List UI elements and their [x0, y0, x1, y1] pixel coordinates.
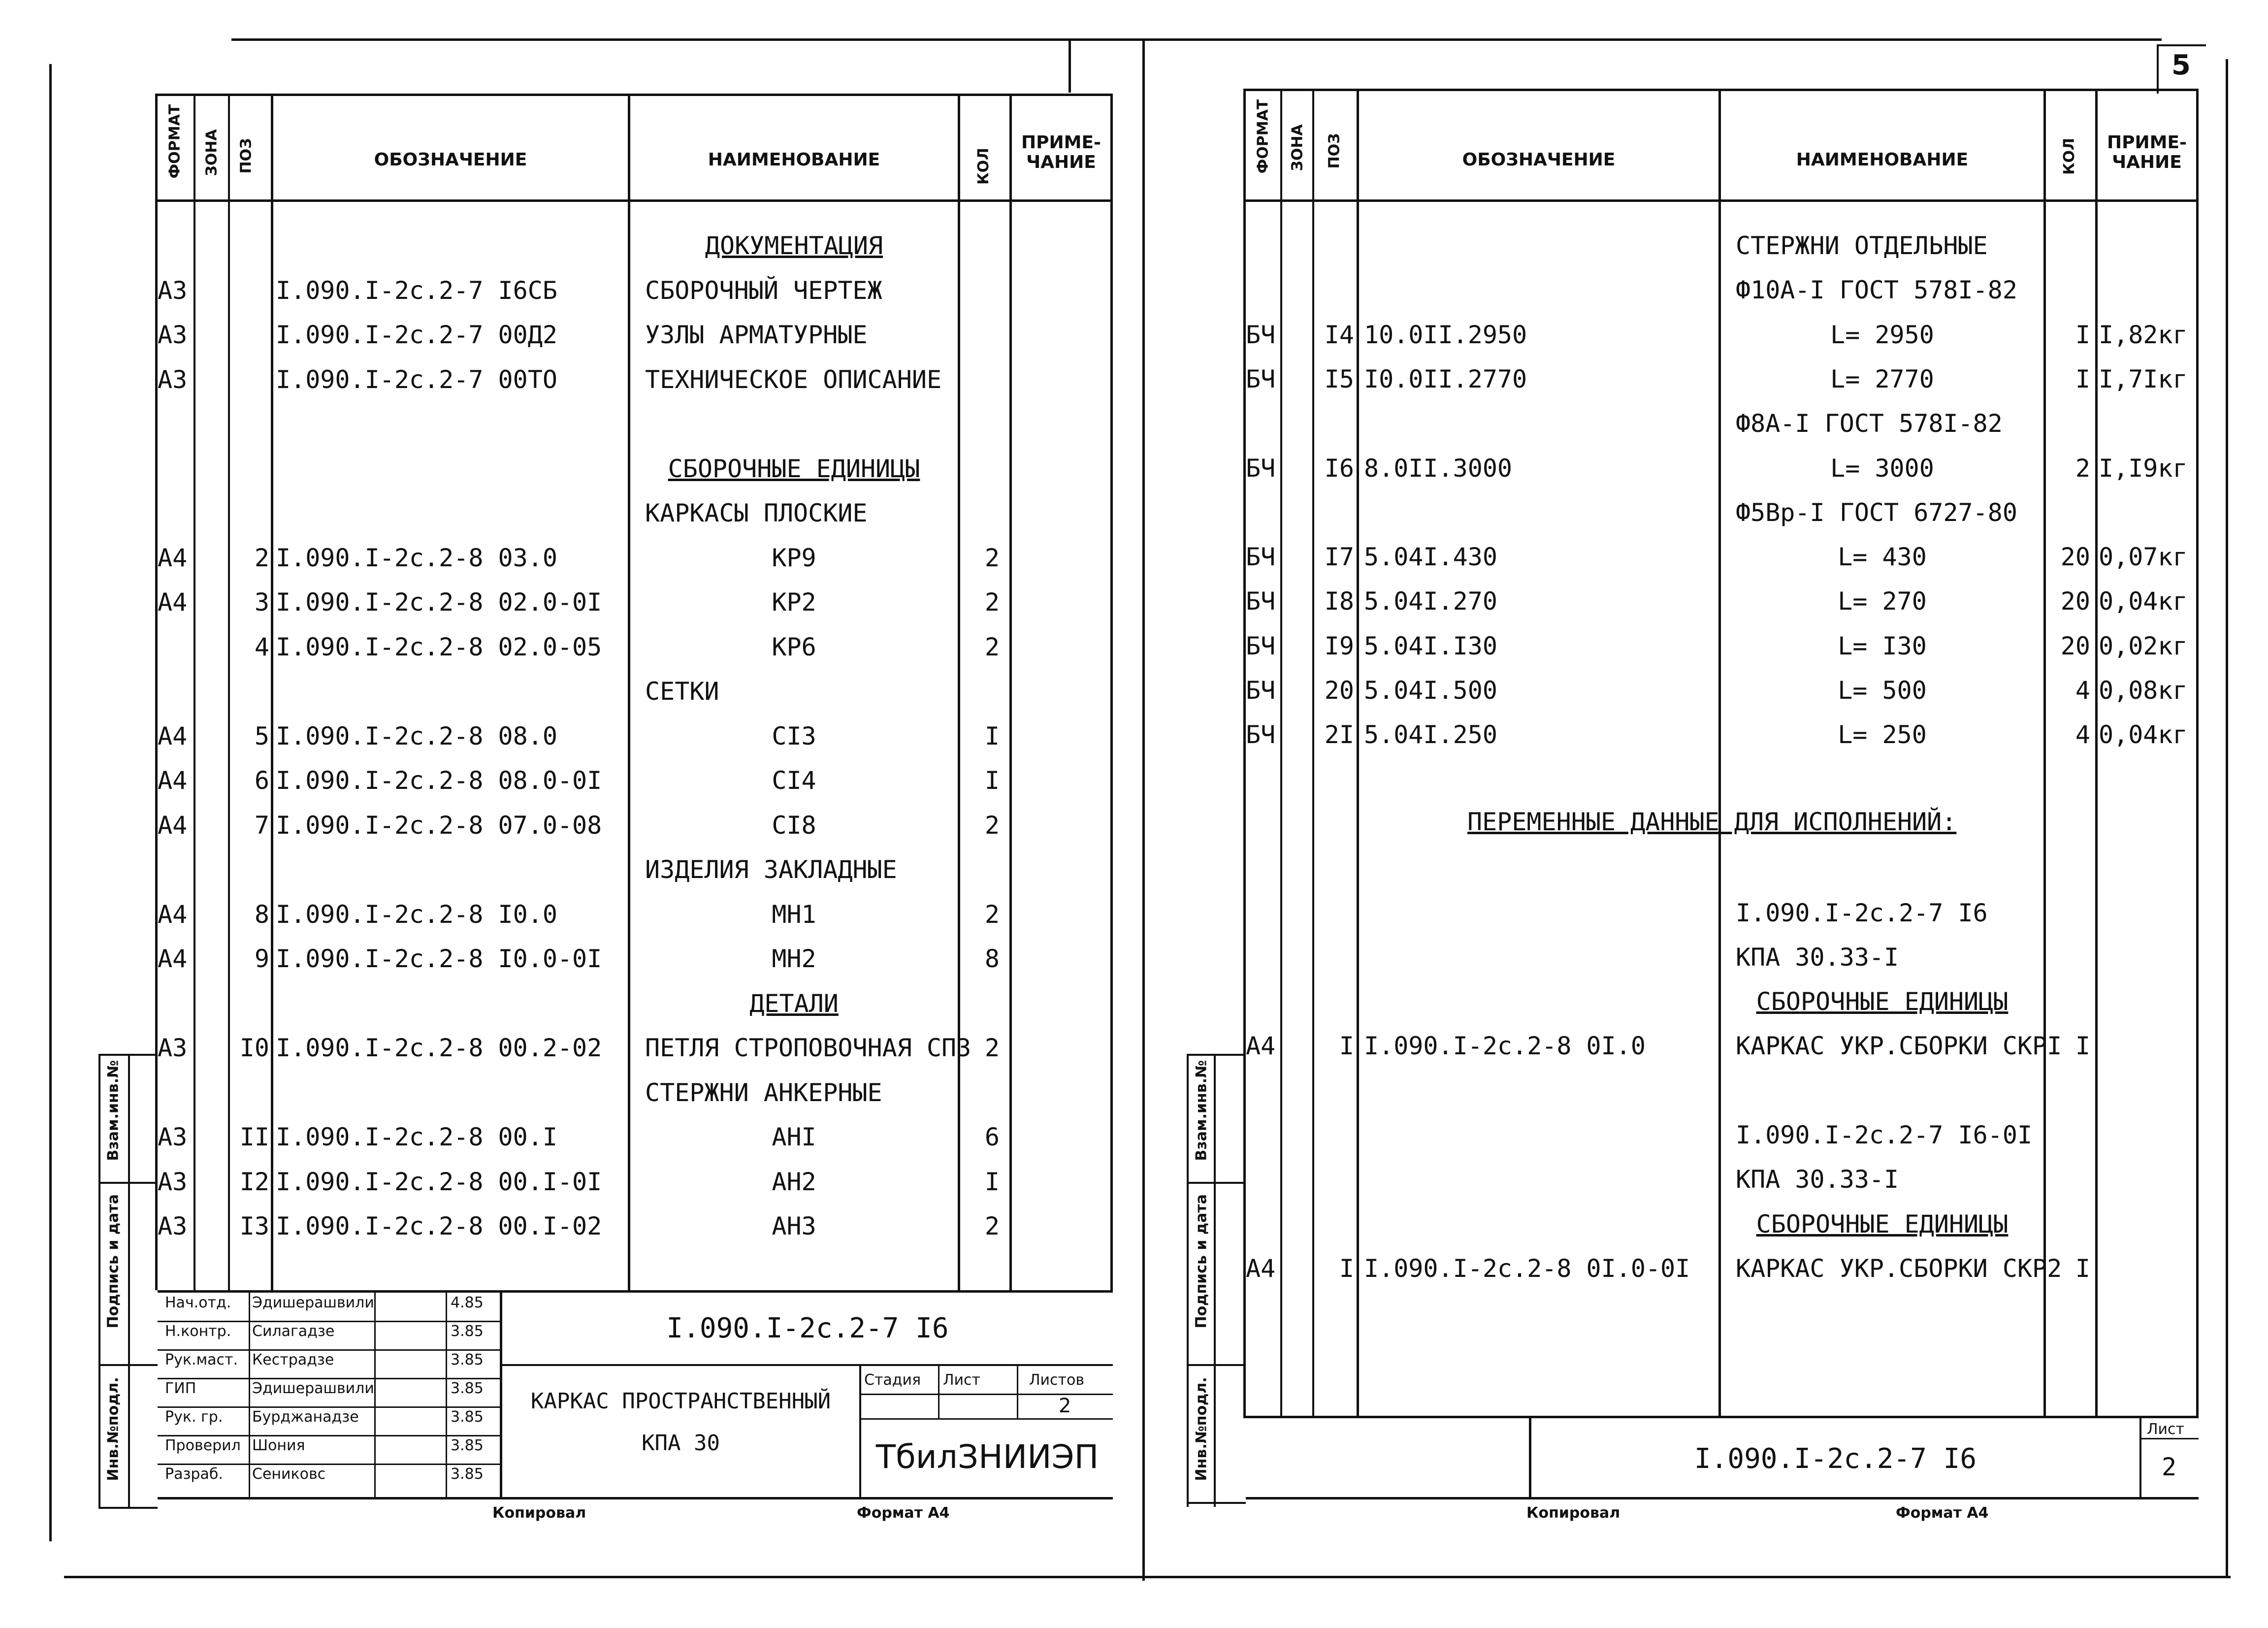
- row-designation: 10.0II.2950: [1364, 320, 1527, 349]
- row-qty: 2: [984, 900, 1000, 929]
- row-format: А4: [1246, 1254, 1276, 1283]
- row-pos: 7: [254, 811, 269, 840]
- row-qty: I: [2075, 320, 2090, 349]
- row-name: СI8: [772, 811, 816, 840]
- row-format: БЧ: [1246, 364, 1276, 393]
- header-format-r: ФОРМАТ: [1254, 99, 1272, 174]
- header-name-r: НАИМЕНОВАНИЕ: [1796, 150, 1969, 170]
- row-pos: 3: [254, 588, 269, 617]
- row-designation: I0.0II.2770: [1364, 364, 1527, 393]
- header-name: НАИМЕНОВАНИЕ: [708, 150, 880, 170]
- signatory-name: Сениковс: [252, 1465, 326, 1483]
- row-designation: I.090.I-2с.2-7 00ТО: [276, 365, 557, 394]
- row-note: 0,02кг: [2099, 631, 2188, 660]
- row-note: 0,07кг: [2099, 543, 2188, 572]
- signatory-name: Эдишерашвили: [252, 1294, 374, 1311]
- row-note: 0,04кг: [2099, 720, 2188, 749]
- row-qty: I: [984, 721, 1000, 750]
- row-qty: I: [2075, 1254, 2090, 1283]
- row-qty: 4: [2075, 720, 2090, 749]
- row-format: БЧ: [1246, 543, 1276, 572]
- row-pos: II: [239, 1123, 269, 1151]
- header-format: ФОРМАТ: [166, 104, 184, 179]
- row-pos: I: [1339, 1254, 1354, 1283]
- row-format: А4: [158, 900, 188, 929]
- row-note: 0,04кг: [2099, 587, 2188, 616]
- row-designation: I.090.I-2с.2-8 02.0-05: [276, 632, 602, 661]
- row-designation: I.090.I-2с.2-8 08.0: [276, 721, 557, 750]
- row-designation: I.090.I-2с.2-7 I6СБ: [276, 276, 557, 305]
- row-name: СТЕРЖНИ ОТДЕЛЬНЫЕ: [1736, 231, 1988, 260]
- stage-label: Стадия: [864, 1371, 921, 1389]
- row-designation: 8.0II.3000: [1364, 454, 1513, 483]
- footer-copied-right: Копировал: [1526, 1504, 1620, 1522]
- title-block-doc-code: I.090.I-2с.2-7 I6: [666, 1312, 949, 1344]
- row-pos: I6: [1324, 454, 1354, 483]
- row-name: АН2: [772, 1167, 816, 1196]
- row-format: А4: [158, 588, 188, 617]
- row-qty: 2: [984, 588, 1000, 617]
- footer-format-left: Формат А4: [857, 1504, 950, 1522]
- row-qty: I: [984, 1167, 1000, 1196]
- header-note-r: ПРИМЕ-ЧАНИЕ: [2107, 132, 2187, 172]
- side-inv: Инв.№подл.: [104, 1377, 122, 1481]
- row-name: СБОРОЧНЫЕ ЕДИНИЦЫ: [668, 454, 920, 483]
- signatory-role: Проверил: [165, 1437, 241, 1454]
- side-replace-inv-r: Взам.инв.№: [1193, 1060, 1210, 1161]
- signatory-role: Рук. гр.: [165, 1408, 223, 1426]
- row-name: I.090.I-2с.2-7 I6: [1736, 898, 1988, 927]
- row-format: А4: [158, 543, 188, 572]
- row-designation: I.090.I-2с.2-8 08.0-0I: [276, 766, 602, 795]
- signatory-name: Эдишерашвили: [252, 1380, 374, 1397]
- row-designation: I.090.I-2с.2-8 0I.0-0I: [1364, 1254, 1690, 1283]
- row-format: А3: [158, 276, 188, 305]
- row-pos: 9: [254, 944, 269, 973]
- row-name: СI4: [772, 766, 816, 795]
- right-sheet-label: Лист: [2147, 1421, 2185, 1438]
- row-name: ДЕТАЛИ: [749, 989, 839, 1018]
- row-pos: I5: [1324, 364, 1354, 393]
- row-pos: 20: [1324, 676, 1354, 705]
- row-format: А4: [1246, 1032, 1276, 1061]
- row-name: АНI: [772, 1123, 816, 1151]
- row-designation: 5.04I.500: [1364, 676, 1497, 705]
- row-note: I,7Iкг: [2099, 364, 2188, 393]
- signatory-date: 3.85: [451, 1323, 484, 1340]
- row-format: А3: [158, 321, 188, 349]
- row-name: КПА 30.33-I: [1736, 1165, 1899, 1194]
- row-designation: I.090.I-2с.2-8 00.I-02: [276, 1212, 602, 1240]
- row-format: А3: [158, 1212, 188, 1240]
- row-format: БЧ: [1246, 454, 1276, 483]
- row-name: Ф8А-I ГОСТ 578I-82: [1736, 409, 2003, 438]
- header-pos: ПОЗ: [237, 138, 255, 174]
- row-designation: 5.04I.I30: [1364, 631, 1497, 660]
- header-qty: КОЛ: [975, 148, 992, 185]
- row-pos: 6: [254, 766, 269, 795]
- row-name: МН1: [772, 900, 816, 929]
- row-pos: I: [1339, 1032, 1354, 1061]
- row-name: СI3: [772, 721, 816, 750]
- footer-format-right: Формат А4: [1896, 1504, 1989, 1522]
- row-note: 0,08кг: [2099, 676, 2188, 705]
- row-name: ИЗДЕЛИЯ ЗАКЛАДНЫЕ: [645, 855, 897, 884]
- row-pos: I9: [1324, 631, 1354, 660]
- row-name: L= 500: [1838, 676, 1927, 705]
- row-qty: I: [2075, 364, 2090, 393]
- row-format: А3: [158, 1123, 188, 1151]
- sheet-label: Лист: [943, 1371, 981, 1389]
- row-name: СБОРОЧНЫЕ ЕДИНИЦЫ: [1756, 987, 2009, 1016]
- row-qty: 2: [984, 632, 1000, 661]
- sheets-value: 2: [1059, 1395, 1071, 1417]
- row-name: Ф10А-I ГОСТ 578I-82: [1736, 276, 2017, 305]
- row-format: БЧ: [1246, 320, 1276, 349]
- row-pos: 5: [254, 721, 269, 750]
- row-name: L= 430: [1838, 543, 1927, 572]
- row-format: А3: [158, 1034, 188, 1062]
- row-pos: I2: [239, 1167, 269, 1196]
- row-format: БЧ: [1246, 676, 1276, 705]
- row-name: КР2: [772, 588, 816, 617]
- row-designation: I.090.I-2с.2-8 07.0-08: [276, 811, 602, 840]
- signatory-role: ГИП: [165, 1380, 196, 1397]
- row-qty: 2: [984, 543, 1000, 572]
- row-name: МН2: [772, 944, 816, 973]
- row-qty: 2: [984, 811, 1000, 840]
- sheets-label: Листов: [1029, 1371, 1085, 1389]
- header-designation: ОБОЗНАЧЕНИЕ: [374, 150, 527, 170]
- row-name: СБОРОЧНЫЙ ЧЕРТЕЖ: [645, 276, 882, 305]
- header-note: ПРИМЕ-ЧАНИЕ: [1021, 132, 1101, 172]
- row-name: L= 270: [1838, 587, 1927, 616]
- row-name: УЗЛЫ АРМАТУРНЫЕ: [645, 321, 868, 349]
- title-line1: КАРКАС ПРОСТРАНСТВЕННЫЙ: [530, 1389, 831, 1414]
- signatory-date: 3.85: [451, 1437, 484, 1454]
- side-replace-inv: Взам.инв.№: [104, 1060, 122, 1161]
- signatory-role: Разраб.: [165, 1465, 223, 1483]
- row-qty: 2: [984, 1034, 1000, 1062]
- header-zone: ЗОНА: [203, 129, 221, 176]
- row-qty: 20: [2060, 543, 2090, 572]
- row-name: Ф5Вр-I ГОСТ 6727-80: [1736, 498, 2017, 527]
- row-format: А4: [158, 721, 188, 750]
- row-name: L= 250: [1838, 720, 1927, 749]
- signatory-role: Нач.отд.: [165, 1294, 231, 1311]
- row-name: КАРКАС УКР.СБОРКИ СКР2: [1736, 1254, 2062, 1283]
- signatory-date: 3.85: [451, 1351, 484, 1368]
- row-designation: I.090.I-2с.2-8 0I.0: [1364, 1032, 1646, 1061]
- signatory-role: Н.контр.: [165, 1323, 231, 1340]
- side-sign-date: Подпись и дата: [104, 1194, 122, 1329]
- signatory-name: Шония: [252, 1437, 305, 1454]
- row-pos: I8: [1324, 587, 1354, 616]
- row-pos: 4: [254, 632, 269, 661]
- row-name: КАРКАС УКР.СБОРКИ СКРI: [1736, 1032, 2062, 1061]
- row-qty: 2: [2075, 454, 2090, 483]
- row-name: L= I30: [1838, 631, 1927, 660]
- footer-copied-left: Копировал: [492, 1504, 586, 1522]
- row-pos: I0: [239, 1034, 269, 1062]
- signatory-name: Кестрадзе: [252, 1351, 334, 1368]
- row-qty: I: [984, 766, 1000, 795]
- row-name: КР6: [772, 632, 816, 661]
- row-pos: 2: [254, 543, 269, 572]
- right-doc-code: I.090.I-2с.2-7 I6: [1694, 1443, 1977, 1475]
- page-number: 5: [2171, 49, 2191, 81]
- header-designation-r: ОБОЗНАЧЕНИЕ: [1462, 150, 1616, 170]
- row-pos: 2I: [1324, 720, 1354, 749]
- side-sign-date-r: Подпись и дата: [1193, 1194, 1210, 1329]
- row-pos: 8: [254, 900, 269, 929]
- row-name: ТЕХНИЧЕСКОЕ ОПИСАНИЕ: [645, 365, 942, 394]
- side-inv-r: Инв.№подл.: [1193, 1377, 1210, 1481]
- row-note: I,I9кг: [2099, 454, 2188, 483]
- row-name: КАРКАСЫ ПЛОСКИЕ: [645, 499, 868, 527]
- header-zone-r: ЗОНА: [1289, 124, 1306, 171]
- row-designation: I.090.I-2с.2-7 00Д2: [276, 321, 557, 349]
- row-qty: 2: [984, 1212, 1000, 1240]
- row-designation: 5.04I.270: [1364, 587, 1497, 616]
- row-name: КР9: [772, 543, 816, 572]
- row-qty: 6: [984, 1123, 1000, 1151]
- row-designation: I.090.I-2с.2-8 00.I: [276, 1123, 557, 1151]
- row-note: I,82кг: [2099, 320, 2188, 349]
- row-name: L= 2950: [1830, 320, 1934, 349]
- right-sheet-value: 2: [2161, 1453, 2177, 1481]
- row-format: А4: [158, 811, 188, 840]
- row-designation: 5.04I.430: [1364, 543, 1497, 572]
- row-name: КПА 30.33-I: [1736, 943, 1899, 972]
- row-pos: I7: [1324, 543, 1354, 572]
- header-pos-r: ПОЗ: [1326, 133, 1343, 169]
- row-designation: I.090.I-2с.2-8 02.0-0I: [276, 588, 602, 617]
- row-name: I.090.I-2с.2-7 I6-0I: [1736, 1121, 2033, 1149]
- variable-data-title: ПЕРЕМЕННЫЕ ДАННЫЕ ДЛЯ ИСПОЛНЕНИЙ:: [1467, 808, 1957, 836]
- row-qty: I: [2075, 1032, 2090, 1061]
- row-name: СБОРОЧНЫЕ ЕДИНИЦЫ: [1756, 1209, 2009, 1238]
- row-name: СТЕРЖНИ АНКЕРНЫЕ: [645, 1078, 882, 1107]
- row-name: ДОКУМЕНТАЦИЯ: [705, 231, 883, 260]
- row-format: БЧ: [1246, 720, 1276, 749]
- row-format: А3: [158, 1167, 188, 1196]
- row-format: А3: [158, 365, 188, 394]
- row-qty: 20: [2060, 631, 2090, 660]
- row-designation: I.090.I-2с.2-8 I0.0-0I: [276, 944, 602, 973]
- row-pos: I3: [239, 1212, 269, 1240]
- signatory-date: 3.85: [451, 1465, 484, 1483]
- row-format: БЧ: [1246, 587, 1276, 616]
- signatory-name: Силагадзе: [252, 1323, 335, 1340]
- row-qty: 8: [984, 944, 1000, 973]
- row-pos: I4: [1324, 320, 1354, 349]
- row-qty: 4: [2075, 676, 2090, 705]
- signatory-date: 3.85: [451, 1380, 484, 1397]
- row-designation: I.090.I-2с.2-8 I0.0: [276, 900, 557, 929]
- signatory-date: 3.85: [451, 1408, 484, 1426]
- title-line2: КПА 30: [642, 1431, 720, 1456]
- header-qty-r: КОЛ: [2061, 138, 2078, 175]
- row-name: СЕТКИ: [645, 677, 719, 706]
- row-format: А4: [158, 944, 188, 973]
- row-format: А4: [158, 766, 188, 795]
- signatory-role: Рук.маст.: [165, 1351, 238, 1368]
- row-designation: I.090.I-2с.2-8 00.I-0I: [276, 1167, 602, 1196]
- row-designation: I.090.I-2с.2-8 00.2-02: [276, 1034, 602, 1062]
- row-format: БЧ: [1246, 631, 1276, 660]
- row-name: L= 2770: [1830, 364, 1934, 393]
- row-name: L= 3000: [1830, 454, 1934, 483]
- signatory-name: Бурджанадзе: [252, 1408, 359, 1426]
- row-name: АН3: [772, 1212, 816, 1240]
- row-name: ПЕТЛЯ СТРОПОВОЧНАЯ СП3: [645, 1034, 972, 1062]
- row-qty: 20: [2060, 587, 2090, 616]
- row-designation: I.090.I-2с.2-8 03.0: [276, 543, 557, 572]
- signatory-date: 4.85: [451, 1294, 484, 1311]
- row-designation: 5.04I.250: [1364, 720, 1497, 749]
- org-name: ТбилЗНИИЭП: [875, 1438, 1099, 1476]
